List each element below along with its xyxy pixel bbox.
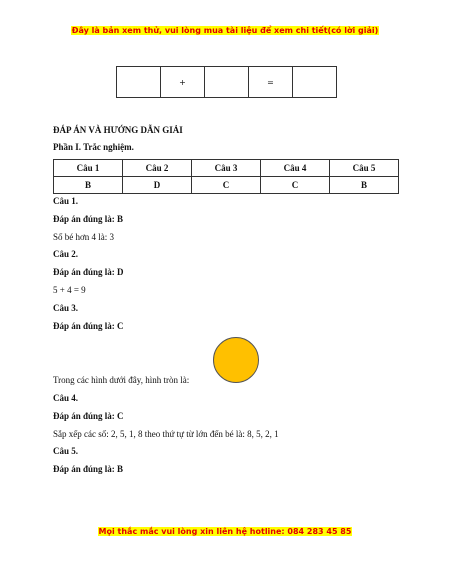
q5-answer: Đáp án đúng là: B: [53, 464, 124, 474]
answer-table-cell: B: [330, 177, 399, 194]
equation-blank-3: [293, 67, 337, 98]
q3-answer: Đáp án đúng là: C: [53, 321, 124, 331]
q4-title: Câu 4.: [53, 393, 79, 403]
answer-table-header: Câu 2: [123, 160, 192, 177]
answer-table-header: Câu 1: [54, 160, 123, 177]
answer-table-header: Câu 5: [330, 160, 399, 177]
answer-table: [53, 159, 399, 194]
answer-table-cell: D: [123, 177, 192, 194]
section-title: Phần I. Trắc nghiệm.: [53, 142, 134, 152]
q2-explanation: 5 + 4 = 9: [53, 285, 86, 295]
equation-blank-2: [205, 67, 249, 98]
answer-table-header: Câu 3: [192, 160, 261, 177]
equation-plus-sign: +: [161, 67, 205, 98]
q3-title: Câu 3.: [53, 303, 79, 313]
top-banner: [0, 26, 450, 35]
answers-heading: ĐÁP ÁN VÀ HƯỚNG DẪN GIẢI: [53, 125, 183, 135]
q1-explanation: Số bé hơn 4 là: 3: [53, 232, 115, 242]
answer-table-cell: C: [261, 177, 330, 194]
answer-table-header: Câu 4: [261, 160, 330, 177]
q5-title: Câu 5.: [53, 446, 79, 456]
bottom-banner: [0, 527, 450, 536]
equation-equals-sign: =: [249, 67, 293, 98]
circle-shape: [213, 337, 259, 383]
equation-table: [116, 66, 337, 98]
q4-answer: Đáp án đúng là: C: [53, 411, 124, 421]
q2-title: Câu 2.: [53, 249, 79, 259]
q2-answer: Đáp án đúng là: D: [53, 267, 124, 277]
q1-title: Câu 1.: [53, 196, 79, 206]
q1-answer: Đáp án đúng là: B: [53, 214, 124, 224]
answer-table-cell: B: [54, 177, 123, 194]
equation-blank-1: [117, 67, 161, 98]
answer-table-cell: C: [192, 177, 261, 194]
hotline-text: Mọi thắc mắc vui lòng xin liên hệ hotline: 084 283 45 85: [98, 527, 352, 536]
q3-explanation: Trong các hình dưới đây, hình tròn là:: [53, 375, 190, 385]
q4-explanation: Sắp xếp các số: 2, 5, 1, 8 theo thứ tự từ lớn đến bé là: 8, 5, 2, 1: [53, 429, 279, 439]
top-banner-text: Đây là bản xem thử, vui lòng mua tài liệu để xem chi tiết(có lời giải): [71, 26, 379, 35]
